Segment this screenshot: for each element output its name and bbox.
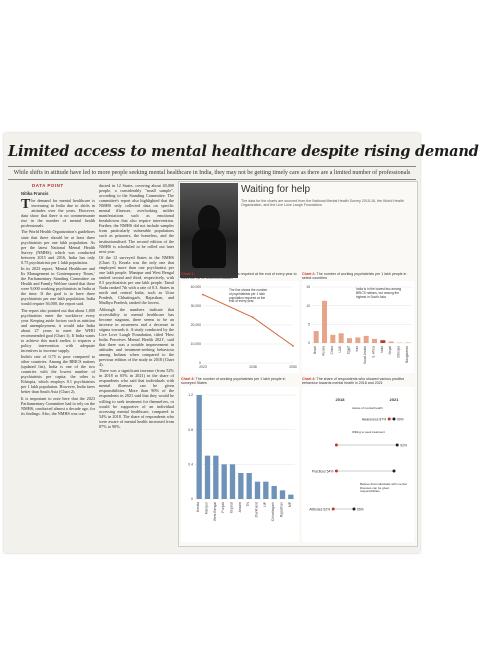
- chart3-category-label: Assam: [237, 502, 242, 513]
- chart3-category-label: Punjab: [221, 502, 226, 513]
- chart4-label-2018: Awareness 87%: [361, 417, 387, 422]
- chart4-annotation-box: [352, 431, 392, 447]
- panel-subtitle: The data for the charts are sourced from the National Mental Health Survey 2015-16, the World Health Organization, and the Live Love Laugh Foundation: [241, 199, 404, 208]
- chart2-category-label: S. Africa: [371, 346, 376, 358]
- chart2-bar: [372, 339, 377, 343]
- chart2-category-label: Saudi Arabia: [363, 346, 368, 365]
- chart2-annotation: India is in the lowest two among BRICS nations, but among the highest in South Asia: [356, 287, 402, 299]
- chart1-annotation: The line shows the number of psychiatrists per 1 lakh population required at the end of every year: [229, 288, 268, 304]
- chart4-label: Chart 4:: [302, 377, 316, 381]
- deck-rule: [8, 179, 416, 180]
- article-paragraph: In its 2023 report, 'Mental Healthcare and Its Management in Contemporary Times,' the Parliamentary Standing Committee on Health and Family Welfare stated that there were 9,000 working psychiatrists in India at the time. If the goal is to have three psychiatrists per one lakh population, India would require 36,000, the report said.: [21, 265, 95, 307]
- chart2-bar: [389, 342, 394, 343]
- chart4-annotation-box: [352, 407, 392, 423]
- chart2-bar: [347, 338, 352, 343]
- chart2-category-label: Brazil: [313, 346, 318, 354]
- article-column-1: [21, 198, 95, 544]
- chart4-label-2018: Attitudes 52%: [309, 507, 331, 512]
- chart4-annotation-box: [360, 483, 408, 499]
- chart3-category-label: UP: [262, 502, 267, 507]
- headline: Limited access to mental healthcare despite rising demand: [8, 143, 479, 160]
- chart1-point: [292, 345, 294, 347]
- chart3-ytick-label: 0.4: [188, 462, 193, 467]
- chart1-point: [252, 317, 254, 319]
- chart3-category-label: Rajasthan: [279, 502, 284, 518]
- chart3-bar: [255, 482, 260, 499]
- chart2-title-text: The number of working psychiatrists per 1 lakh people in select countries: [302, 272, 407, 281]
- chart1-ytick-label: 40,000: [190, 285, 201, 290]
- headline-rule: [8, 166, 416, 167]
- chart1-title-text: The number of psychiatrists required at the end of every year to meet the WHO recommendation: [181, 272, 297, 281]
- chart2-bar: [322, 301, 327, 343]
- drop-cap: T: [21, 197, 31, 212]
- chart4-point-2021: [393, 418, 396, 421]
- chart4: [302, 387, 414, 542]
- chart2-ytick-label: 10: [306, 303, 310, 308]
- chart3-bar: [222, 464, 227, 499]
- chart1-point: [202, 294, 204, 296]
- chart1-xtick-label: 2023: [199, 365, 207, 369]
- chart2-category-label: Iran: [354, 346, 359, 352]
- chart3-bar: [288, 495, 293, 499]
- chart3-category-label: Gujarat: [229, 502, 234, 514]
- deck: While shifts in attitude have led to more people seeking mental healthcare in India, they may not be getting timely care as there are a limited number of professionals: [13, 170, 411, 176]
- chart4-label-2021: 92%: [400, 443, 407, 448]
- chart2-category-label: Egypt: [346, 346, 351, 355]
- chart4-title-text: The share of respondents who showed various positive behaviour towards mental health in 2018 and 2021: [302, 377, 405, 386]
- chart3-bar: [238, 473, 243, 499]
- chart3-bar: [230, 464, 235, 499]
- chart3-bar: [213, 456, 218, 499]
- chart2-category-label: Nepal: [388, 346, 393, 355]
- article-paragraph: India's rate of 0.75 is poor compared to other countries. Among the BRICS nations (updated list), India is one of the two countries with the lowest number of psychiatrists per capita; the other is Ethiopia, which employs 0.1 psychiatrists per 1 lakh population. However, India fares better than South Asia (Chart 2).: [21, 354, 95, 395]
- photo-person-body: [192, 228, 226, 268]
- article-paragraph: Of the 12 surveyed States in the NMHS (Chart 3), Kerala was the only one that employed more than one psychiatrist per one lakh people. Manipur and West Bengal ranked second and third, respectively, with 0.5 psychiatrists per one lakh people. Tamil Nadu ranked 7th with a rate of 0.3. States in north and central India, such as Uttar Pradesh, Chhattisgarh, Rajasthan, and Madhya Pradesh, ranked the lowest.: [99, 254, 174, 306]
- chart3-ytick-label: 1.2: [188, 393, 193, 398]
- chart1-ytick-label: 0: [199, 361, 201, 366]
- chart2-ytick-label: 15: [306, 285, 310, 290]
- chart4-point-2021: [353, 508, 356, 511]
- chart2-annotation-box: [356, 288, 406, 310]
- chart4-label-2021: 65%: [357, 507, 364, 512]
- article-paragraph: The report also pointed out that about 1,000 psychiatrists enter the workforce every year. Keeping aside factors such as attrition and unemployment, it would take India about 27 years to meet the WHO recommended goal (Chart 1). If India wants to achieve this mark earlier, it requires a policy intervention with adequate incentives to increase supply.: [21, 307, 95, 353]
- chart3-category-label: Manipur: [204, 502, 209, 515]
- chart2-category-label: China: [329, 346, 334, 355]
- chart4-series-label-2021: 2021: [389, 397, 399, 402]
- chart3-category-label: West Bengal: [212, 502, 217, 522]
- chart4-point-2018: [335, 444, 338, 447]
- chart1-title: [181, 272, 299, 280]
- chart4-label-2021: 90%: [397, 417, 404, 422]
- chart2-bar: [314, 331, 319, 343]
- chart3-ytick-label: 0.8: [188, 427, 193, 432]
- chart3-ytick-label: 0: [191, 497, 193, 502]
- chart3-bar: [272, 486, 277, 499]
- chart4-annotation: Believe that individuals with mental illnesses can be given responsibilities: [360, 482, 407, 494]
- chart1-annotation-box: [229, 289, 269, 313]
- chart2-bar: [364, 336, 369, 343]
- panel-title: Waiting for help: [241, 184, 311, 195]
- chart4-point-2018: [335, 470, 338, 473]
- chart2-bar: [355, 337, 360, 343]
- article-paragraph: The demand for mental healthcare is increasing in India due to shifts in attitudes over the years. However, data show that there is no commensurate rise in the number of mental health professionals.: [21, 197, 95, 229]
- chart2-label: Chart 2:: [302, 272, 316, 276]
- chart3-bar: [263, 482, 268, 499]
- chart4-point-2018: [332, 508, 335, 511]
- chart2-ytick-label: 5: [308, 322, 310, 327]
- chart2-category-label: UAE: [338, 346, 343, 353]
- chart4-label-2018: Practices 54%: [311, 469, 334, 474]
- article-paragraph: There was a significant increase (from 52% in 2018 to 65% in 2021) in the share of respondents who said that individuals with mental illnesses can be given responsibilities. More than 90% of the respondents in 2021 said that they would be willing to seek treatment for themselves, or would be supportive of an individual accessing mental healthcare, compared to 54% in 2018. The share of respondents who were aware of mental health increased from 87% to 90%.: [99, 368, 174, 429]
- chart2-title: [302, 272, 414, 280]
- chart1: [181, 281, 299, 373]
- article-paragraph: ducted in 12 States, covering about 40,000 people, a considerably "small sample", according to the Standing Committee. The committee's report also highlighted that the NMHS only collected data on specific mental illnesses, overlooking milder manifestations such as emotional breakdowns that also require intervention. Further, the NMHS did not include samples from particularly vulnerable populations such as prisoners, the homeless, and the institutionalised. The second edition of the NMHS is scheduled to be rolled out later next year.: [99, 183, 174, 254]
- chart3-category-label: MP: [287, 502, 292, 508]
- chart2-category-label: Russia: [321, 346, 326, 356]
- chart3-title-text: The number of working psychiatrists per 1 lakh people in surveyed States: [181, 377, 286, 386]
- chart2-bar: [339, 333, 344, 343]
- chart3-bar: [205, 456, 210, 499]
- article-paragraph: It is important to note here that the 2023 Parliamentary Committee had to rely on the NMHS, conducted almost a decade ago, for its findings. Also, the NMHS was con-: [21, 395, 95, 416]
- chart3-category-label: TN: [246, 502, 251, 507]
- chart3-category-label: Jharkhand: [254, 502, 259, 518]
- chart2-category-label: Bangladesh: [404, 346, 409, 363]
- chart3-category-label: Chhattisgarh: [271, 502, 276, 522]
- chart2: [302, 281, 414, 373]
- chart1-ytick-label: 30,000: [190, 304, 201, 309]
- chart4-annotation: Willing to seek treatment: [352, 430, 385, 434]
- chart1-ytick-label: 20,000: [190, 323, 201, 328]
- chart3-label: Chart 3:: [181, 377, 195, 381]
- chart4-annotation: Aware of mental health: [352, 406, 383, 410]
- article-paragraph: The World Health Organization's guidelines state that there should be at least three psychiatrists per one lakh population. As per the latest National Mental Health Survey (NMHS), which was conducted between 2015 and 2016, India has only 0.75 psychiatrists per 1 lakh population.: [21, 229, 95, 265]
- article-paragraph: Although the numbers indicate that accessibility to mental healthcare has become stagnant, there seems to be an increase in awareness and a decrease in stigma towards it. A study conducted by the Live Love Laugh Foundation, titled 'How India Perceives Mental Health 2021', said that there was a notable improvement in attitudes and treatment-seeking behaviour among Indians when compared to the previous edition of the study in 2018 (Chart 4).: [99, 306, 174, 368]
- chart1-xtick-label: 2038: [249, 365, 257, 369]
- chart4-title: [302, 377, 414, 385]
- chart1-label: Chart 1:: [181, 272, 195, 276]
- chart3-bar: [197, 395, 202, 499]
- chart3-category-label: Kerala: [196, 502, 201, 512]
- chart2-ytick-label: 0: [308, 341, 310, 346]
- data-point-label: DATA POINT: [32, 183, 64, 188]
- chart2-category-label: Ethiopia: [396, 346, 401, 358]
- chart4-point-2021: [393, 470, 396, 473]
- chart2-category-label: India: [379, 346, 384, 353]
- chart1-ytick-label: 10,000: [190, 342, 201, 347]
- chart4-series-label-2018: 2018: [335, 397, 345, 402]
- chart3-bar: [247, 473, 252, 499]
- chart2-bar: [330, 335, 335, 343]
- chart3-title: [181, 377, 299, 385]
- chart3-bar: [280, 490, 285, 499]
- chart2-bar: [380, 340, 385, 343]
- byline: Nitika Francis: [21, 191, 49, 196]
- chart4-point-2021: [396, 444, 399, 447]
- article-column-2: [99, 183, 174, 544]
- chart1-xtick-label: 2050: [289, 365, 297, 369]
- chart3: [181, 387, 299, 542]
